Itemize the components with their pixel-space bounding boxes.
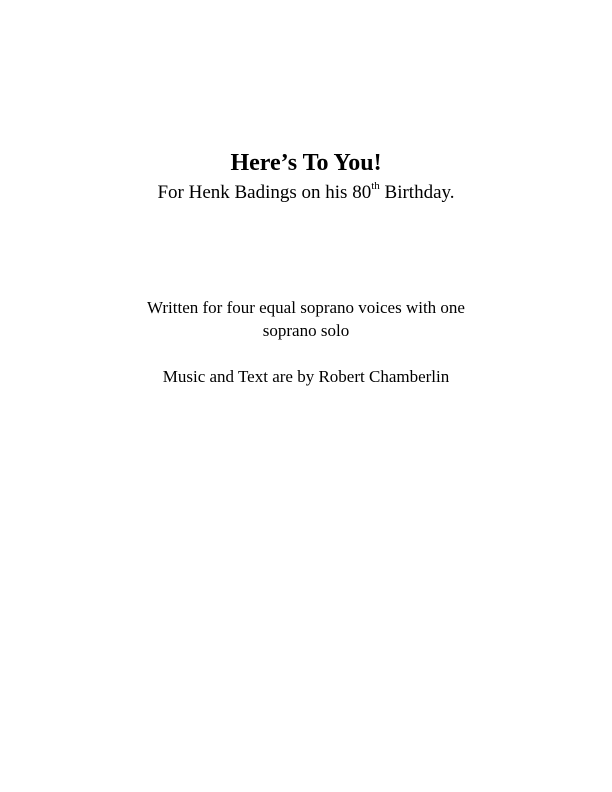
voicing-line-2: soprano solo: [262, 321, 350, 340]
ordinal-suffix: th: [371, 179, 380, 192]
dedication-text: For Henk Badings on his 80: [157, 182, 372, 203]
dedication-text-end: Birthday.: [379, 182, 455, 203]
voicing-description: [96, 296, 516, 342]
voicing-line-1: Written for four equal soprano voices with one: [147, 298, 465, 317]
page-title: Here’s To You!: [230, 150, 382, 176]
author-credits: Music and Text are by Robert Chamberlin: [162, 367, 450, 386]
dedication-subtitle: [0, 180, 612, 206]
